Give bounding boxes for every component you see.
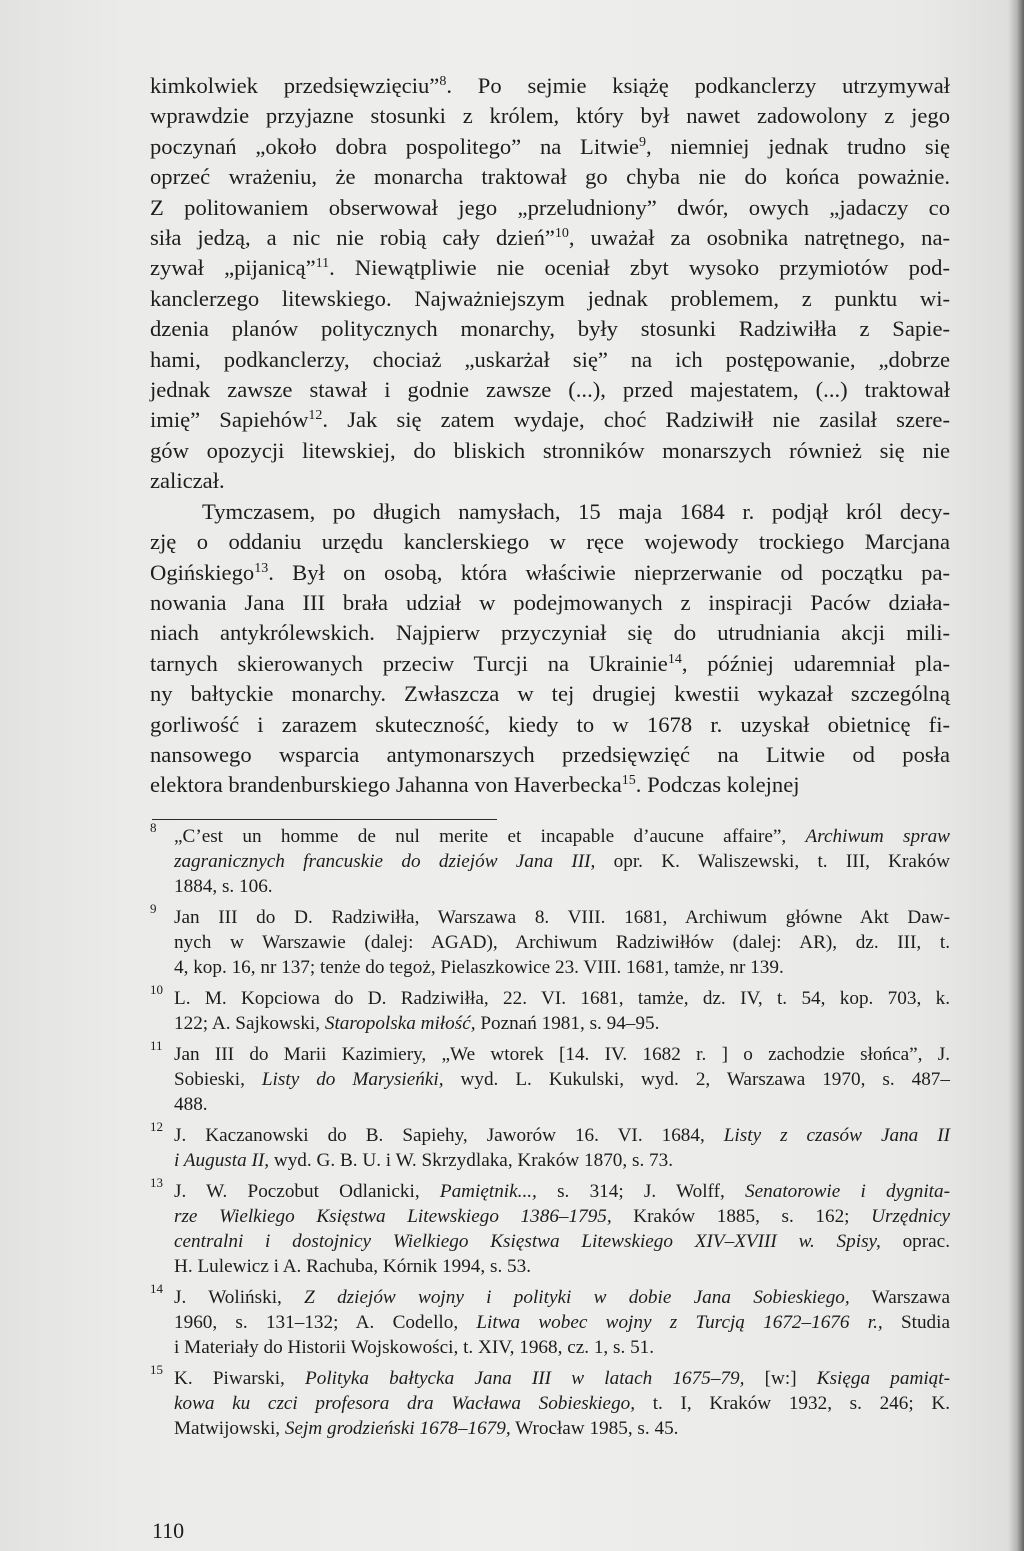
footnote-number: 11	[150, 1038, 163, 1054]
footnote-line: 4, kop. 16, nr 137; tenże do tegoż, Pielaszkowice 23. VIII. 1681, tamże, nr 139.	[174, 956, 784, 978]
footnote-number: 14	[150, 1281, 163, 1297]
footnote-line: Sobieski, Listy do Marysieńki, wyd. L. Kukulski, wyd. 2, Warszawa 1970, s. 487–	[174, 1068, 950, 1090]
footnote-number: 12	[150, 1119, 163, 1135]
footnote-reference: 15	[621, 773, 636, 789]
text-line: zaliczał.	[150, 468, 225, 494]
text-line: imię” Sapiehów$^{12}$. Jak się zatem wydaje, choć Radziwiłł nie zasilał szere-	[150, 407, 950, 433]
footnote	[150, 1038, 950, 1117]
footnote	[150, 1281, 950, 1360]
italic-title: Sejm grodzieński 1678–1679,	[284, 1417, 511, 1439]
italic-title: Senatorowie i dygnita-	[745, 1181, 950, 1203]
footnote-reference: 11	[315, 256, 330, 272]
text-line: tarnych skierowanych przeciw Turcji na Ukrainie$^{14}$, później udaremniał pla-	[150, 650, 950, 676]
footnote-number: 8	[150, 820, 157, 835]
italic-title: zagranicznych francuskie do dziejów Jana III,	[174, 850, 596, 872]
italic-title: Urzędnicy	[871, 1206, 950, 1228]
italic-title: Polityka bałtycka Jana III w latach 1675–79,	[305, 1368, 745, 1390]
page-edge-shadow	[1008, 0, 1024, 1551]
footnote-reference: 8	[439, 74, 447, 89]
footnote	[150, 981, 950, 1037]
italic-title: Z dziejów wojny i polityki w dobie Jana Sobieskiego,	[304, 1287, 850, 1309]
footnote-line: zagranicznych francuskie do dziejów Jana III, opr. K. Waliszewski, t. III, Kraków	[174, 850, 950, 872]
footnote-line: i Materiały do Historii Wojskowości, t. XIV, 1968, cz. 1, s. 51.	[174, 1336, 655, 1358]
text-line: kimkolwiek przedsięwzięciu”$^8$. Po sejmie książę podkanclerzy utrzymywał	[150, 73, 951, 98]
text-line: poczynań „około dobra pospolitego” na Litwie$^9$, niemniej jednak trudno się	[150, 133, 950, 159]
footnote-number: 13	[150, 1175, 163, 1191]
footnote-line: Jan III do Marii Kazimiery, „We wtorek [14. IV. 1682 r. ] o zachodzie słońca”, J.	[174, 1044, 950, 1066]
footnote-line: K. Piwarski, Polityka bałtycka Jana III w latach 1675–79, [w:] Księga pamiąt-	[174, 1368, 950, 1390]
footnote-reference: 12	[308, 408, 323, 424]
page-number: 110	[152, 1518, 185, 1543]
footnote-line: 1884, s. 106.	[174, 875, 273, 897]
italic-title: i Augusta II,	[174, 1149, 270, 1171]
text-line: wprawdzie przyjazne stosunki z królem, który był nawet zadowolony z jego	[150, 103, 950, 129]
footnote-line: 122; A. Sajkowski, Staropolska miłość, Poznań 1981, s. 94–95.	[174, 1012, 660, 1034]
italic-title: Pamiętnik...,	[439, 1181, 537, 1203]
footnote-number: 15	[150, 1362, 163, 1378]
text-line: Z politowaniem obserwował jego „przeludniony” dwór, owych „jadaczy co	[150, 194, 950, 220]
footnote	[150, 1119, 950, 1174]
text-line: dzenia planów politycznych monarchy, były stosunki Radziwiłła z Sapie-	[150, 316, 950, 342]
footnote	[150, 1362, 950, 1441]
footnotes	[150, 820, 950, 1448]
footnote-reference: 14	[667, 651, 682, 667]
footnote-line: nych w Warszawie (dalej: AGAD), Archiwum Radziwiłłów (dalej: AR), dz. III, t.	[174, 931, 950, 953]
text-line: oprzeć wrażeniu, że monarcha traktował go chyba nie do końca poważnie.	[150, 164, 950, 190]
italic-title: Listy z czasów Jana II	[723, 1125, 950, 1147]
text-line: gorliwość i zarazem skuteczność, kiedy to w 1678 r. uzyskał obietnicę fi-	[150, 711, 950, 737]
italic-title: Archiwum spraw	[805, 826, 950, 847]
footnote-line: J. Woliński, Z dziejów wojny i polityki w dobie Jana Sobieskiego, Warszawa	[174, 1287, 950, 1309]
text-line: jednak zawsze stawał i godnie zawsze (...), przed majestatem, (...) traktował	[150, 377, 950, 403]
footnote	[150, 1175, 950, 1279]
footnote-line: L. M. Kopciowa do D. Radziwiłła, 22. VI. 1681, tamże, dz. IV, t. 54, kop. 703, k.	[174, 987, 950, 1009]
text-line: zywał „pijanicą”$^{11}$. Niewątpliwie nie oceniał zbyt wysoko przymiotów pod-	[150, 255, 950, 281]
text-line: gów opozycji litewskiej, do bliskich stronników monarszych również się nie	[150, 437, 950, 463]
italic-title: centralni i dostojnicy Wielkiego Księstwa Litewskiego XIV–XVIII w. Spisy,	[174, 1230, 881, 1252]
footnote-reference: 9	[639, 134, 646, 150]
text-line: nansowego wsparcia antymonarszych przedsięwzięć na Litwie od posła	[150, 741, 950, 767]
footnote-line: i Augusta II, wyd. G. B. U. i W. Skrzydlaka, Kraków 1870, s. 73.	[174, 1149, 674, 1171]
footnote-reference: 10	[554, 226, 569, 242]
text-line: Ogińskiego$^{13}$. Był on osobą, która właściwie nieprzerwanie od początku pa-	[150, 559, 950, 585]
footnote-number: 10	[150, 981, 163, 997]
text-line: kanclerzego litewskiego. Najważniejszym jednak problemem, z punktu wi-	[150, 285, 950, 311]
text-line: hami, podkanclerzy, chociaż „uskarżał się” na ich postępowanie, „dobrze	[150, 346, 950, 372]
footnote-line: „C’est un homme de nul merite et incapable d’aucune affaire”, Archiwum spraw	[174, 826, 950, 847]
text-line: nowania Jana III brała udział w podejmowanych z inspiracji Paców działa-	[150, 589, 950, 615]
footnote-line: rze Wielkiego Księstwa Litewskiego 1386–1795, Kraków 1885, s. 162; Urzędnicy	[174, 1206, 950, 1228]
main-text	[150, 71, 950, 801]
footnote-line: Matwijowski, Sejm grodzieński 1678–1679, Wrocław 1985, s. 45.	[174, 1417, 679, 1439]
footnote-line: J. W. Poczobut Odlanicki, Pamiętnik..., s. 314; J. Wolff, Senatorowie i dygnita-	[174, 1181, 950, 1203]
text-line: elektora brandenburskiego Jahanna von Haverbecka$^{15}$. Podczas kolejnej	[150, 772, 800, 798]
footnote-line: J. Kaczanowski do B. Sapiehy, Jaworów 16. VI. 1684, Listy z czasów Jana II	[174, 1125, 950, 1147]
italic-title: Księga pamiąt-	[816, 1368, 950, 1390]
italic-title: Litwa wobec wojny z Turcją 1672–1676 r.,	[476, 1311, 883, 1333]
text-line: siła jedzą, a nic nie robią cały dzień”$^{10}$, uważał za osobnika natrętnego, na-	[150, 225, 950, 251]
italic-title: rze Wielkiego Księstwa Litewskiego 1386–1795,	[174, 1206, 612, 1228]
footnote-line: centralni i dostojnicy Wielkiego Księstwa Litewskiego XIV–XVIII w. Spisy, oprac.	[174, 1230, 950, 1252]
text-line: ny bałtyckie monarchy. Zwłaszcza w tej drugiej kwestii wykazał szczególną	[150, 681, 950, 707]
footnote-number: 9	[150, 900, 157, 916]
footnote	[150, 820, 950, 899]
footnote-line: kowa ku czci profesora dra Wacława Sobieskiego, t. I, Kraków 1932, s. 246; K.	[174, 1392, 950, 1414]
footnote-reference: 13	[254, 560, 269, 576]
footnote-line: 1960, s. 131–132; A. Codello, Litwa wobec wojny z Turcją 1672–1676 r., Studia	[174, 1311, 950, 1333]
italic-title: Staropolska miłość,	[324, 1012, 476, 1034]
italic-title: kowa ku czci profesora dra Wacława Sobieskiego,	[174, 1392, 636, 1414]
text-line: Tymczasem, po długich namysłach, 15 maja 1684 r. podjął król decy-	[202, 498, 950, 524]
footnote-line: Jan III do D. Radziwiłła, Warszawa 8. VIII. 1681, Archiwum główne Akt Daw-	[174, 906, 950, 928]
footnote	[150, 900, 950, 980]
footnote-line: H. Lulewicz i A. Rachuba, Kórnik 1994, s. 53.	[174, 1255, 532, 1277]
text-line: niach antykrólewskich. Najpierw przyczyniał się do utrudniania akcji mili-	[150, 620, 950, 646]
text-line: zję o oddaniu urzędu kanclerskiego w ręce wojewody trockiego Marcjana	[150, 529, 950, 555]
footnote-line: 488.	[174, 1093, 208, 1115]
footnote-separator	[152, 819, 497, 820]
italic-title: Listy do Marysieńki,	[261, 1068, 444, 1090]
